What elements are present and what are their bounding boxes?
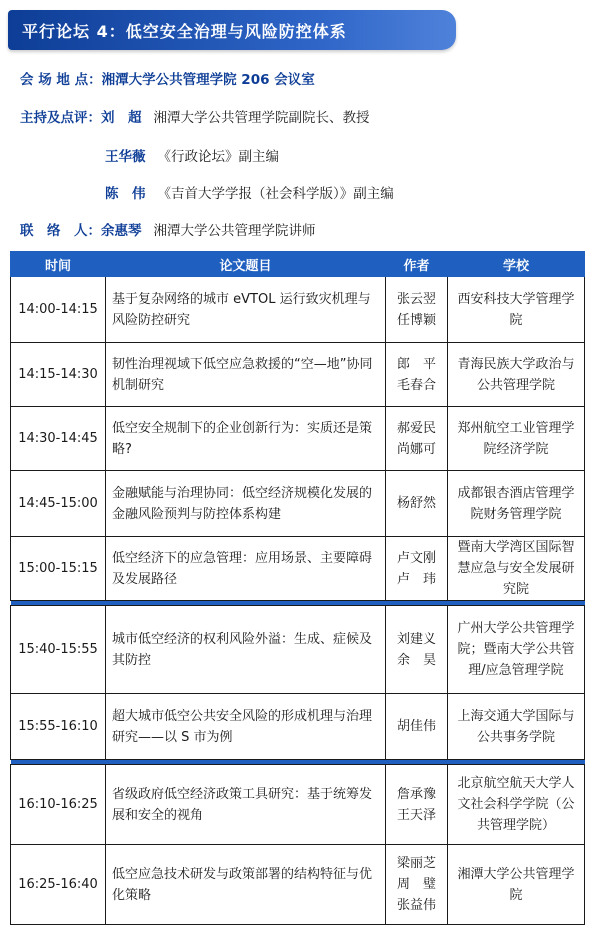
author: 周 璧 — [396, 877, 436, 892]
cell-school: 湘潭大学公共管理学院 — [448, 845, 585, 925]
cell-authors — [386, 765, 448, 845]
table-row — [11, 471, 585, 537]
host-name: 陈 伟 — [105, 186, 146, 202]
venue-value: 湘潭大学公共管理学院 206 会议室 — [101, 72, 315, 88]
cell-time: 15:00-15:15 — [11, 537, 106, 601]
cell-school: 上海交通大学国际与公共事务学院 — [448, 694, 585, 760]
contact-desc: 湘潭大学公共管理学院讲师 — [153, 223, 316, 239]
venue-label: 会 场 地 点： — [20, 72, 102, 88]
author: 毛春合 — [396, 377, 436, 393]
author: 郝爱民 — [396, 420, 436, 436]
cell-title: 超大城市低空公共安全风险的形成机理与治理研究——以 S 市为例 — [106, 694, 386, 760]
host-name: 刘 超 — [101, 110, 142, 126]
author: 胡佳伟 — [396, 719, 436, 734]
author: 詹承豫 — [396, 786, 436, 802]
cell-title: 金融赋能与治理协同：低空经济规模化发展的金融风险预判与防控体系构建 — [106, 471, 386, 537]
contact-name: 余惠琴 — [101, 223, 142, 239]
break-bar — [11, 760, 585, 764]
cell-time: 14:00-14:15 — [11, 277, 106, 343]
host-row-2 — [105, 145, 279, 165]
contact-row — [20, 219, 316, 239]
cell-title: 低空安全规制下的企业创新行为：实质还是策略? — [106, 407, 386, 471]
author: 余 昊 — [396, 652, 436, 668]
cell-school: 成都银杏酒店管理学院财务管理学院 — [448, 471, 585, 537]
venue-row — [20, 68, 315, 88]
author: 王天泽 — [396, 807, 436, 823]
author: 卢文刚 — [396, 550, 436, 566]
host-row-3 — [105, 182, 394, 202]
author: 杨舒然 — [396, 496, 436, 511]
cell-time: 16:25-16:40 — [11, 845, 106, 925]
cell-authors — [386, 606, 448, 694]
cell-school: 暨南大学湾区国际智慧应急与安全发展研究院 — [448, 537, 585, 601]
cell-school: 北京航空航天大学人文社会科学学院（公共管理学院） — [448, 765, 585, 845]
author: 张益伟 — [396, 898, 436, 913]
cell-school: 郑州航空工业管理学院经济学院 — [448, 407, 585, 471]
cell-time: 16:10-16:25 — [11, 765, 106, 845]
break-bar — [11, 601, 585, 605]
header-school: 学校 — [448, 252, 585, 277]
author: 张云翌 — [396, 291, 436, 307]
table-row — [11, 694, 585, 760]
cell-title: 基于复杂网络的城市 eVTOL 运行致灾机理与风险防控研究 — [106, 277, 386, 343]
cell-authors — [386, 845, 448, 925]
header-title: 论文题目 — [106, 252, 386, 277]
forum-banner — [8, 10, 456, 50]
author: 卢 玮 — [396, 571, 436, 587]
cell-time: 15:40-15:55 — [11, 606, 106, 694]
cell-title: 省级政府低空经济政策工具研究：基于统筹发展和安全的视角 — [106, 765, 386, 845]
cell-title: 低空经济下的应急管理：应用场景、主要障碍及发展路径 — [106, 537, 386, 601]
cell-time: 14:45-15:00 — [11, 471, 106, 537]
cell-school: 广州大学公共管理学院；暨南大学公共管理/应急管理学院 — [448, 606, 585, 694]
table-row — [11, 765, 585, 845]
host-name: 王华薇 — [105, 149, 146, 165]
cell-time: 14:15-14:30 — [11, 343, 106, 407]
author: 郎 平 — [396, 356, 436, 372]
cell-authors — [386, 277, 448, 343]
table-row — [11, 277, 585, 343]
cell-authors — [386, 537, 448, 601]
host-desc: 湘潭大学公共管理学院副院长、教授 — [153, 110, 370, 126]
author: 任博颖 — [396, 312, 436, 328]
header-time: 时间 — [11, 252, 106, 277]
cell-school: 西安科技大学管理学院 — [448, 277, 585, 343]
cell-authors — [386, 471, 448, 537]
author: 梁丽芝 — [396, 856, 436, 871]
forum-title: 平行论坛 4：低空安全治理与风险防控体系 — [22, 22, 347, 41]
cell-authors — [386, 343, 448, 407]
cell-time: 14:30-14:45 — [11, 407, 106, 471]
author: 刘建义 — [396, 631, 436, 647]
hosts-label: 主持及点评： — [20, 110, 101, 126]
author: 尚娜可 — [396, 441, 436, 457]
host-desc: 《吉首大学学报（社会科学版）》副主编 — [157, 186, 394, 202]
contact-label: 联 络 人： — [20, 223, 101, 239]
table-row — [11, 343, 585, 407]
table-row — [11, 407, 585, 471]
table-header-row — [11, 252, 585, 277]
cell-title: 韧性治理视域下低空应急救援的“空—地”协同机制研究 — [106, 343, 386, 407]
header-authors: 作者 — [386, 252, 448, 277]
cell-title: 低空应急技术研发与政策部署的结构特征与优化策略 — [106, 845, 386, 925]
table-row — [11, 537, 585, 601]
cell-title: 城市低空经济的权利风险外溢：生成、症候及其防控 — [106, 606, 386, 694]
table-row — [11, 606, 585, 694]
cell-authors — [386, 407, 448, 471]
host-row-1 — [20, 106, 370, 126]
schedule-table — [10, 251, 585, 925]
cell-time: 15:55-16:10 — [11, 694, 106, 760]
cell-authors — [386, 694, 448, 760]
host-desc: 《行政论坛》副主编 — [157, 149, 279, 165]
table-row — [11, 845, 585, 925]
cell-school: 青海民族大学政治与公共管理学院 — [448, 343, 585, 407]
